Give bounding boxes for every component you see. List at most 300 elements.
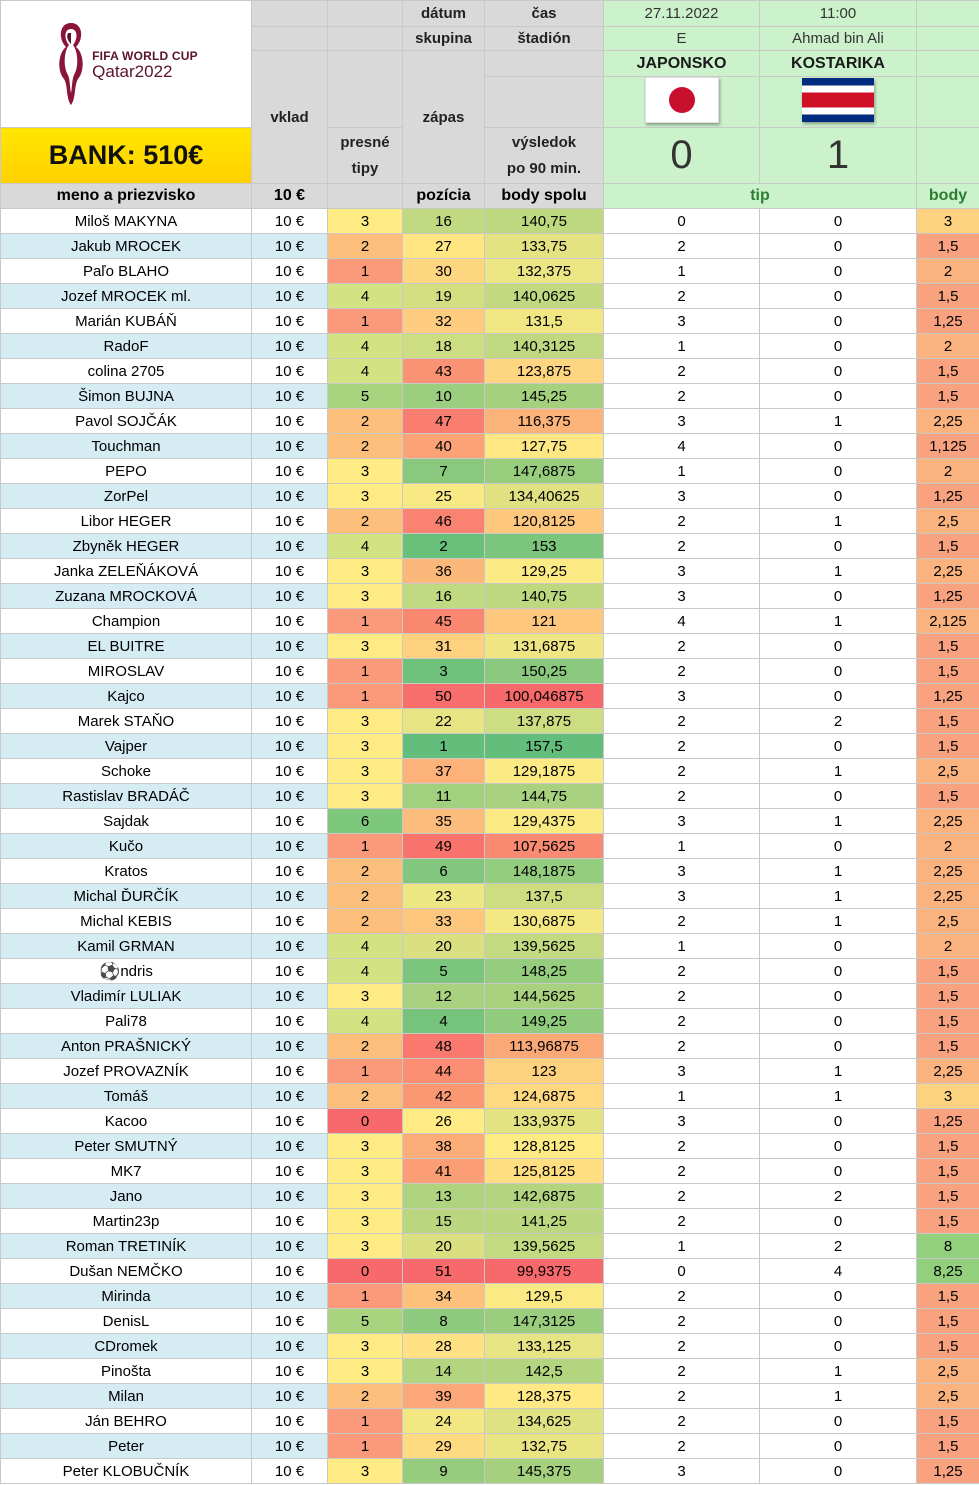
tip-away-cell: 0 [760,434,917,459]
table-row [1,434,979,459]
total-points-cell: 123,875 [485,359,604,384]
player-name: PEPO [1,459,252,484]
stake-cell: 10 € [252,484,328,509]
player-name: Janka ZELEŇÁKOVÁ [1,559,252,584]
table-row [1,584,979,609]
position-cell: 26 [403,1109,485,1134]
position-cell: 22 [403,709,485,734]
table-row [1,1359,979,1384]
tip-away-cell: 1 [760,809,917,834]
tip-away-cell: 1 [760,409,917,434]
table-row [1,1059,979,1084]
match-points-cell: 1,5 [917,234,979,259]
tip-home-cell: 4 [604,434,760,459]
match-points-cell: 1,5 [917,959,979,984]
tip-away-cell: 0 [760,1159,917,1184]
vklad-label: vklad [252,51,328,184]
exact-tips-cell: 2 [328,909,403,934]
match-points-cell: 1,5 [917,1009,979,1034]
exact-tips-cell: 3 [328,1459,403,1484]
tip-away-cell: 0 [760,1334,917,1359]
match-points-cell: 2,25 [917,1059,979,1084]
tip-home-cell: 2 [604,984,760,1009]
match-points-cell: 2,5 [917,1359,979,1384]
match-points-cell: 1,5 [917,984,979,1009]
position-cell: 48 [403,1034,485,1059]
vysledok-label: výsledok po 90 min. [485,128,604,184]
total-points-cell: 107,5625 [485,834,604,859]
player-name: CDromek [1,1334,252,1359]
table-row [1,1284,979,1309]
tip-away-cell: 0 [760,584,917,609]
exact-tips-cell: 1 [328,1059,403,1084]
player-name: Champion [1,609,252,634]
position-cell: 3 [403,659,485,684]
position-cell: 16 [403,209,485,234]
tip-away-cell: 1 [760,884,917,909]
table-row [1,234,979,259]
tip-home-cell: 3 [604,1059,760,1084]
tip-home-cell: 0 [604,209,760,234]
tip-home-cell: 2 [604,1434,760,1459]
match-points-cell: 2,25 [917,859,979,884]
tip-away-cell: 0 [760,1284,917,1309]
match-points-cell: 1,5 [917,534,979,559]
tip-home-cell: 2 [604,1159,760,1184]
total-points-cell: 148,1875 [485,859,604,884]
tip-away-cell: 0 [760,1009,917,1034]
total-points-cell: 131,5 [485,309,604,334]
exact-tips-cell: 0 [328,1109,403,1134]
position-cell: 41 [403,1159,485,1184]
stake-cell: 10 € [252,659,328,684]
tip-away-cell: 0 [760,1109,917,1134]
tip-home-cell: 2 [604,709,760,734]
tip-away-cell: 0 [760,959,917,984]
logo-line-1: FIFA WORLD CUP [92,49,198,63]
cas-label: čas [485,1,604,27]
match-points-cell: 1,5 [917,359,979,384]
match-points-cell: 1,5 [917,1334,979,1359]
exact-tips-cell: 2 [328,1034,403,1059]
body-column-header: body [917,184,979,209]
player-name: RadoF [1,334,252,359]
match-points-cell: 1,25 [917,584,979,609]
stake-cell: 10 € [252,559,328,584]
position-cell: 9 [403,1459,485,1484]
tip-home-cell: 2 [604,359,760,384]
position-cell: 19 [403,284,485,309]
total-points-cell: 144,5625 [485,984,604,1009]
tip-away-cell: 0 [760,734,917,759]
bank-total: BANK: 510€ [1,128,252,184]
position-cell: 33 [403,909,485,934]
datum-label: dátum [403,1,485,27]
tip-away-cell: 0 [760,309,917,334]
stake-cell: 10 € [252,784,328,809]
table-row [1,809,979,834]
tip-away-cell: 0 [760,1209,917,1234]
total-points-cell: 141,25 [485,1209,604,1234]
total-points-cell: 128,8125 [485,1134,604,1159]
position-cell: 50 [403,684,485,709]
stake-cell: 10 € [252,1259,328,1284]
tip-home-cell: 2 [604,784,760,809]
total-points-cell: 129,4375 [485,809,604,834]
table-row [1,534,979,559]
match-points-cell: 2,25 [917,409,979,434]
position-cell: 46 [403,509,485,534]
score-away: 1 [760,128,917,184]
tip-home-cell: 1 [604,834,760,859]
player-name: Pavol SOJČÁK [1,409,252,434]
stake-cell: 10 € [252,1459,328,1484]
position-cell: 44 [403,1059,485,1084]
player-name: Peter SMUTNÝ [1,1134,252,1159]
table-row [1,1234,979,1259]
match-points-cell: 2,25 [917,559,979,584]
tip-home-cell: 3 [604,684,760,709]
exact-tips-cell: 4 [328,934,403,959]
position-cell: 5 [403,959,485,984]
tip-home-cell: 2 [604,1134,760,1159]
exact-tips-cell: 4 [328,284,403,309]
exact-tips-cell: 3 [328,984,403,1009]
tip-home-cell: 2 [604,1009,760,1034]
player-name: Vladimír LULIAK [1,984,252,1009]
tip-away-cell: 1 [760,759,917,784]
japan-flag-icon [645,77,719,123]
tip-away-cell: 1 [760,1384,917,1409]
stake-cell: 10 € [252,384,328,409]
zapas-label: zápas [403,51,485,184]
stake-cell: 10 € [252,434,328,459]
tip-home-cell: 2 [604,1359,760,1384]
player-name: Peter KLOBUČNÍK [1,1459,252,1484]
exact-tips-cell: 2 [328,1384,403,1409]
tip-home-cell: 3 [604,409,760,434]
tip-away-cell: 0 [760,359,917,384]
total-points-cell: 140,3125 [485,334,604,359]
total-points-cell: 150,25 [485,659,604,684]
stake-cell: 10 € [252,459,328,484]
player-name: Peter [1,1434,252,1459]
exact-tips-cell: 3 [328,1159,403,1184]
position-cell: 35 [403,809,485,834]
tip-away-cell: 0 [760,659,917,684]
table-row [1,934,979,959]
position-cell: 32 [403,309,485,334]
position-cell: 30 [403,259,485,284]
player-name: colina 2705 [1,359,252,384]
total-points-cell: 116,375 [485,409,604,434]
total-points-cell: 134,40625 [485,484,604,509]
table-row [1,859,979,884]
exact-tips-cell: 3 [328,1209,403,1234]
table-row [1,959,979,984]
exact-tips-cell: 1 [328,1284,403,1309]
exact-tips-cell: 1 [328,659,403,684]
player-name: Schoke [1,759,252,784]
flag-home [604,77,760,128]
tip-home-cell: 2 [604,1409,760,1434]
stake-cell: 10 € [252,1084,328,1109]
match-points-cell: 1,25 [917,1109,979,1134]
match-points-cell: 2 [917,334,979,359]
position-cell: 25 [403,484,485,509]
exact-tips-cell: 1 [328,1434,403,1459]
exact-tips-cell: 2 [328,884,403,909]
player-name: Šimon BUJNA [1,384,252,409]
stake-cell: 10 € [252,1159,328,1184]
total-points-cell: 129,25 [485,559,604,584]
tip-away-cell: 2 [760,709,917,734]
position-cell: 4 [403,1009,485,1034]
stake-cell: 10 € [252,1209,328,1234]
tip-away-cell: 0 [760,1034,917,1059]
position-cell: 12 [403,984,485,1009]
exact-tips-cell: 3 [328,1184,403,1209]
tip-away-cell: 0 [760,1434,917,1459]
tip-away-cell: 2 [760,1184,917,1209]
total-points-cell: 124,6875 [485,1084,604,1109]
player-name: Jozef PROVAZNÍK [1,1059,252,1084]
stake-cell: 10 € [252,859,328,884]
table-row [1,1034,979,1059]
stake-cell: 10 € [252,609,328,634]
exact-tips-cell: 3 [328,1234,403,1259]
stake-cell: 10 € [252,759,328,784]
tip-away-cell: 1 [760,609,917,634]
table-row [1,1009,979,1034]
exact-tips-cell: 3 [328,734,403,759]
tip-away-cell: 0 [760,234,917,259]
table-row [1,1434,979,1459]
player-name: Kučo [1,834,252,859]
player-rows [1,209,979,1484]
tip-away-cell: 4 [760,1259,917,1284]
tip-home-cell: 3 [604,809,760,834]
total-points-cell: 140,75 [485,209,604,234]
total-points-cell: 140,75 [485,584,604,609]
table-row [1,634,979,659]
position-cell: 11 [403,784,485,809]
player-name: Paľo BLAHO [1,259,252,284]
match-points-cell: 1,25 [917,309,979,334]
total-points-cell: 140,0625 [485,284,604,309]
position-cell: 31 [403,634,485,659]
player-name: DenisL [1,1309,252,1334]
tip-away-cell: 0 [760,684,917,709]
table-row [1,1259,979,1284]
exact-tips-cell: 3 [328,1359,403,1384]
tip-home-cell: 2 [604,759,760,784]
table-row [1,734,979,759]
match-date: 27.11.2022 [604,1,760,27]
table-row [1,1459,979,1484]
table-row [1,759,979,784]
tip-away-cell: 1 [760,559,917,584]
exact-tips-cell: 1 [328,309,403,334]
match-points-cell: 2,5 [917,1384,979,1409]
exact-tips-cell: 3 [328,634,403,659]
total-points-cell: 123 [485,1059,604,1084]
position-cell: 2 [403,534,485,559]
player-name: Kajco [1,684,252,709]
stake-cell: 10 € [252,1359,328,1384]
match-points-cell: 2 [917,834,979,859]
table-row [1,384,979,409]
tip-home-cell: 2 [604,659,760,684]
tip-away-cell: 1 [760,509,917,534]
position-cell: 16 [403,584,485,609]
tip-home-cell: 2 [604,634,760,659]
match-points-cell: 3 [917,209,979,234]
stake-cell: 10 € [252,359,328,384]
stake-cell: 10 € [252,1034,328,1059]
position-cell: 27 [403,234,485,259]
tip-home-cell: 1 [604,934,760,959]
tip-home-cell: 2 [604,1384,760,1409]
exact-tips-cell: 1 [328,684,403,709]
player-name: Milan [1,1384,252,1409]
stake-cell: 10 € [252,1309,328,1334]
total-points-cell: 132,75 [485,1434,604,1459]
tip-away-cell: 0 [760,934,917,959]
match-points-cell: 1,5 [917,1284,979,1309]
stake-cell: 10 € [252,1234,328,1259]
total-points-cell: 137,875 [485,709,604,734]
exact-tips-cell: 4 [328,359,403,384]
tip-home-cell: 3 [604,859,760,884]
table-row [1,1334,979,1359]
player-name: Jozef MROCEK ml. [1,284,252,309]
position-cell: 18 [403,334,485,359]
total-points-cell: 142,6875 [485,1184,604,1209]
player-name: Kratos [1,859,252,884]
tip-away-cell: 0 [760,259,917,284]
player-name: Ján BEHRO [1,1409,252,1434]
tip-home-cell: 2 [604,1284,760,1309]
match-points-cell: 1,5 [917,659,979,684]
match-points-cell: 2,25 [917,809,979,834]
table-row [1,984,979,1009]
tip-home-cell: 4 [604,609,760,634]
stake-cell: 10 € [252,1434,328,1459]
exact-tips-cell: 4 [328,334,403,359]
player-name: Pali78 [1,1009,252,1034]
match-points-cell: 3 [917,1084,979,1109]
tip-home-cell: 1 [604,259,760,284]
match-points-cell: 1,25 [917,1459,979,1484]
exact-tips-cell: 5 [328,1309,403,1334]
total-points-cell: 125,8125 [485,1159,604,1184]
position-cell: 28 [403,1334,485,1359]
stake-cell: 10 € [252,684,328,709]
tip-away-cell: 0 [760,284,917,309]
player-name: Miloš MAKYNA [1,209,252,234]
stake-cell: 10 € [252,634,328,659]
exact-tips-cell: 3 [328,759,403,784]
exact-tips-cell: 4 [328,1009,403,1034]
total-points-cell: 147,6875 [485,459,604,484]
player-name: Zuzana MROCKOVÁ [1,584,252,609]
tip-home-cell: 2 [604,1184,760,1209]
tip-home-cell: 2 [604,959,760,984]
flag-away [760,77,917,128]
football-icon: ⚽ [99,961,121,981]
costa-rica-flag-icon [802,78,874,122]
table-row [1,1384,979,1409]
player-name: Michal KEBIS [1,909,252,934]
world-cup-logo [1,1,252,128]
tip-away-cell: 0 [760,209,917,234]
player-name: Jakub MROCEK [1,234,252,259]
total-points-cell: 133,75 [485,234,604,259]
match-points-cell: 1,25 [917,684,979,709]
tip-away-cell: 2 [760,1234,917,1259]
exact-tips-cell: 0 [328,1259,403,1284]
tip-home-cell: 1 [604,1084,760,1109]
exact-tips-cell: 1 [328,1409,403,1434]
exact-tips-cell: 4 [328,959,403,984]
total-points-cell: 132,375 [485,259,604,284]
match-points-cell: 1,5 [917,709,979,734]
stake-cell: 10 € [252,1284,328,1309]
player-name: Mirinda [1,1284,252,1309]
player-name: ⚽ndris [1,959,252,984]
exact-tips-cell: 3 [328,484,403,509]
exact-tips-cell: 2 [328,1084,403,1109]
exact-tips-cell: 1 [328,259,403,284]
exact-tips-cell: 6 [328,809,403,834]
position-cell: 23 [403,884,485,909]
match-points-cell: 2,5 [917,759,979,784]
position-column-header: pozícia [403,184,485,209]
table-row [1,1409,979,1434]
position-cell: 40 [403,434,485,459]
tip-home-cell: 1 [604,334,760,359]
stake-cell: 10 € [252,259,328,284]
position-cell: 6 [403,859,485,884]
total-points-cell: 145,25 [485,384,604,409]
score-home: 0 [604,128,760,184]
tip-away-cell: 0 [760,1459,917,1484]
exact-tips-cell: 2 [328,434,403,459]
tip-away-cell: 0 [760,534,917,559]
position-cell: 20 [403,1234,485,1259]
player-name: MK7 [1,1159,252,1184]
player-name: Roman TRETINÍK [1,1234,252,1259]
match-points-cell: 2,5 [917,909,979,934]
total-points-cell: 129,1875 [485,759,604,784]
tip-home-cell: 3 [604,884,760,909]
total-points-cell: 133,9375 [485,1109,604,1134]
table-row [1,284,979,309]
player-name: EL BUITRE [1,634,252,659]
total-points-cell: 128,375 [485,1384,604,1409]
table-row [1,509,979,534]
player-name: ZorPel [1,484,252,509]
tip-home-cell: 2 [604,234,760,259]
skupina-label: skupina [403,27,485,51]
exact-tips-cell: 3 [328,584,403,609]
stake-cell: 10 € [252,234,328,259]
total-points-cell: 113,96875 [485,1034,604,1059]
match-points-cell: 1,5 [917,384,979,409]
tip-home-cell: 3 [604,584,760,609]
table-row [1,1184,979,1209]
